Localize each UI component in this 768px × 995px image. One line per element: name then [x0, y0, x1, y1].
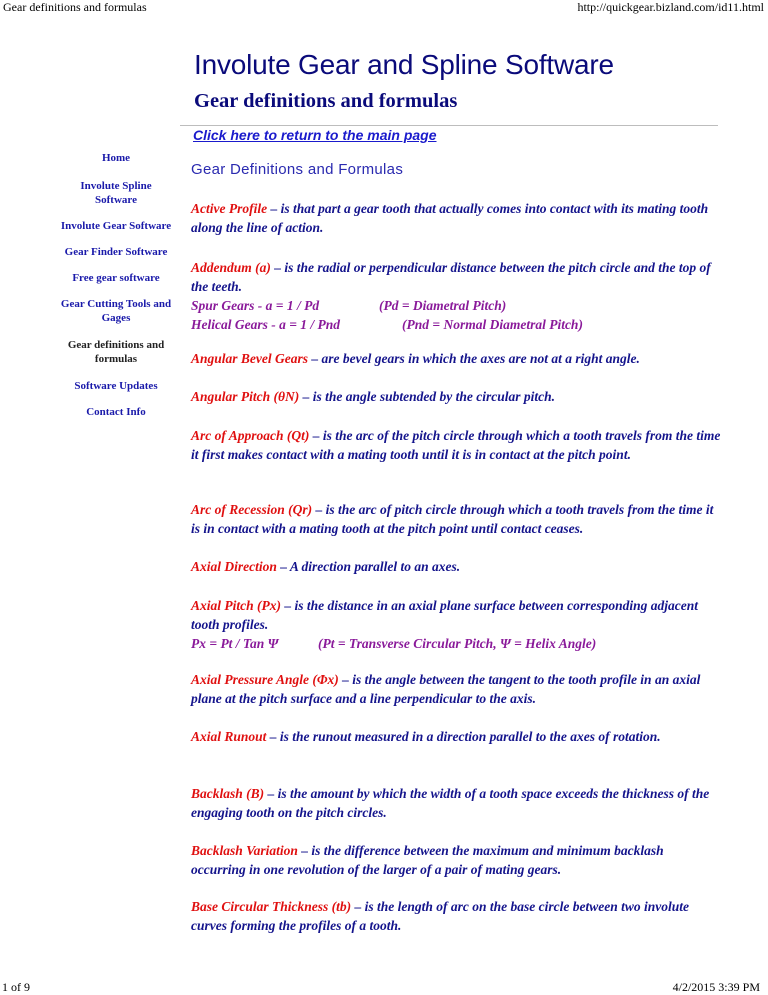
- definition-term: Base Circular Thickness (tb): [191, 899, 352, 914]
- nav-item-gear-cutting-tools-and-gages[interactable]: Gear Cutting Tools and Gages: [60, 298, 172, 324]
- definition-term: Arc of Approach (Qt): [191, 428, 310, 443]
- nav-item-involute-gear-software[interactable]: Involute Gear Software: [60, 220, 172, 232]
- definition-term: Axial Pitch (Px): [191, 598, 281, 613]
- definition-term: Axial Pressure Angle (Φx): [191, 672, 339, 687]
- definition-text: – are bevel gears in which the axes are not at a right angle.: [308, 351, 640, 366]
- definition-item: [191, 500, 721, 538]
- nav-item-gear-finder-software[interactable]: Gear Finder Software: [64, 246, 168, 258]
- formula-note: (Pnd = Normal Diametral Pitch): [402, 317, 583, 332]
- definition-item: [191, 596, 721, 653]
- definition-text: – is the amount by which the width of a tooth space exceeds the thickness of the engaging tooth on the pitch circles.: [191, 786, 710, 820]
- formula-line: [191, 634, 721, 653]
- definition-text: – is the arc of pitch circle through which a tooth travels from the time it is in contact with a mating tooth at the pitch point until contact ceases.: [191, 502, 714, 536]
- nav-item-free-gear-software[interactable]: Free gear software: [72, 272, 160, 284]
- definition-text: – is the arc of the pitch circle through which a tooth travels from the time it first makes contact with a mating tooth until it is in contact at the pitch point.: [191, 428, 721, 462]
- divider: [180, 125, 718, 126]
- print-header-title: Gear definitions and formulas: [3, 0, 147, 14]
- definition-term: Angular Pitch (θN): [191, 389, 300, 404]
- definition-text: – is the angle between the tangent to the tooth profile in an axial plane at the pitch surface and a line perpendicular to the axis.: [191, 672, 701, 706]
- return-to-main-link[interactable]: Click here to return to the main page: [193, 127, 437, 143]
- definition-item: [191, 784, 721, 822]
- definition-item: [191, 199, 721, 237]
- definition-text: – is the angle subtended by the circular pitch.: [299, 389, 556, 404]
- formula-expression: Px = Pt / Tan Ψ: [191, 636, 279, 651]
- site-title: Involute Gear and Spline Software: [194, 49, 614, 80]
- page-subtitle: Gear definitions and formulas: [194, 90, 458, 112]
- print-header-url: http://quickgear.bizland.com/id11.html: [577, 0, 764, 14]
- definition-term: Arc of Recession (Qr): [191, 502, 313, 517]
- nav-item-software-updates[interactable]: Software Updates: [74, 380, 158, 392]
- nav-item-home[interactable]: Home: [101, 152, 131, 164]
- definition-text: – is the radial or perpendicular distance between the pitch circle and the top of the teeth.: [191, 260, 711, 294]
- definition-term: Axial Runout: [191, 729, 267, 744]
- definition-item: [191, 387, 721, 406]
- definition-term: Backlash Variation: [191, 843, 298, 858]
- print-footer-date: 4/2/2015 3:39 PM: [672, 980, 760, 994]
- definition-item: [191, 258, 721, 334]
- definition-item: [191, 349, 721, 368]
- definition-term: Active Profile: [191, 201, 268, 216]
- print-footer-page: 1 of 9: [2, 980, 30, 994]
- definition-text: – is the difference between the maximum and minimum backlash occurring in one revolution of the larger of a pair of mating gears.: [191, 843, 664, 877]
- definition-text: – A direction parallel to an axes.: [276, 559, 461, 574]
- definition-term: Backlash (B): [191, 786, 265, 801]
- definition-item: [191, 897, 721, 935]
- definition-text: – is that part a gear tooth that actually comes into contact with its mating tooth along the line of action.: [191, 201, 709, 235]
- formula-line: [191, 315, 721, 334]
- definition-item: [191, 557, 721, 576]
- definition-item: [191, 670, 721, 708]
- definition-term: Axial Direction: [191, 559, 277, 574]
- definition-term: Angular Bevel Gears: [191, 351, 309, 366]
- definition-text: – is the runout measured in a direction parallel to the axes of rotation.: [266, 729, 661, 744]
- definition-item: [191, 841, 721, 879]
- nav-item-contact-info[interactable]: Contact Info: [86, 406, 146, 418]
- nav-item-involute-spline-software[interactable]: Involute Spline Software: [80, 180, 152, 206]
- formula-expression: Helical Gears - a = 1 / Pnd: [191, 317, 341, 332]
- section-heading: Gear Definitions and Formulas: [191, 161, 404, 178]
- formula-line: [191, 296, 721, 315]
- definition-term: Addendum (a): [191, 260, 271, 275]
- formula-note: (Pd = Diametral Pitch): [379, 298, 507, 313]
- formula-expression: Spur Gears - a = 1 / Pd: [191, 298, 320, 313]
- definition-text: – is the length of arc on the base circle between two involute curves forming the profiles of a tooth.: [191, 899, 690, 933]
- definition-text: – is the distance in an axial plane surface between corresponding adjacent tooth profiles.: [191, 598, 699, 632]
- definition-item: [191, 727, 721, 746]
- definition-item: [191, 426, 721, 464]
- formula-note: (Pt = Transverse Circular Pitch, Ψ = Helix Angle): [318, 636, 597, 651]
- nav-item-gear-definitions-and-formulas[interactable]: Gear definitions and formulas: [67, 339, 165, 365]
